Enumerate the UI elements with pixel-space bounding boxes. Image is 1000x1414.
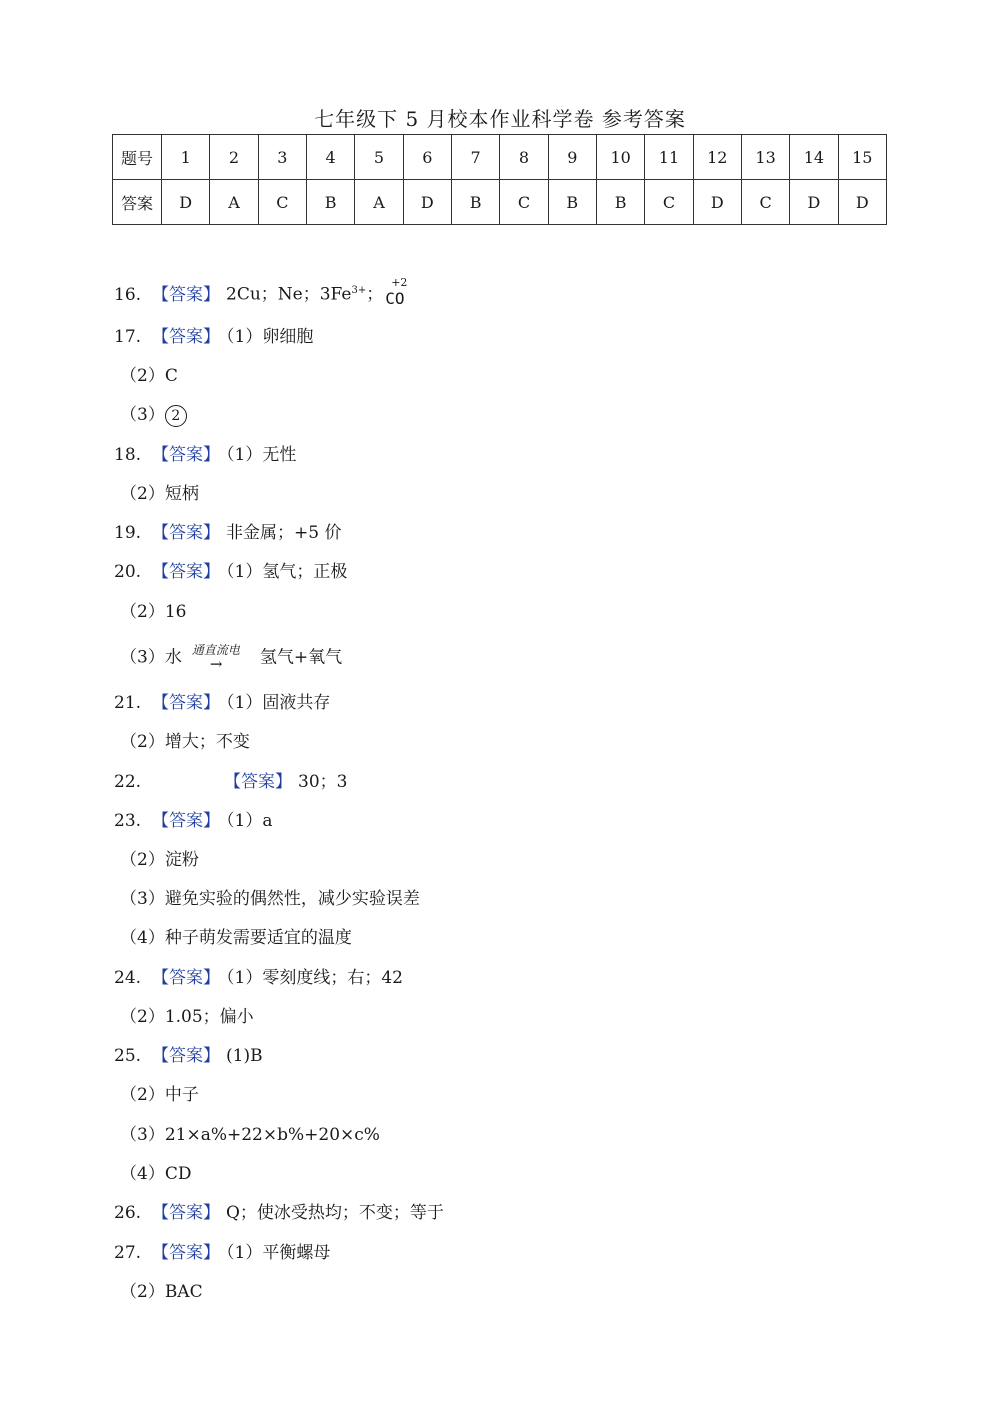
table-cell: D — [162, 180, 210, 225]
question-number: 26. — [114, 1203, 142, 1223]
table-cell: 5 — [355, 135, 403, 180]
table-cell: 8 — [500, 135, 548, 180]
answer-16 — [114, 276, 417, 309]
table-cell: B — [451, 180, 499, 225]
answer-23 — [114, 809, 272, 833]
arrow-icon: → — [209, 655, 223, 673]
table-cell: 4 — [306, 135, 354, 180]
reaction-arrow — [188, 644, 254, 672]
answer-part: 非金属；+5 价 — [226, 523, 342, 543]
answer-tag: 【答案】 — [152, 693, 220, 713]
table-cell: 6 — [403, 135, 451, 180]
answer-19 — [114, 521, 341, 545]
table-cell: C — [258, 180, 306, 225]
answer-table — [112, 134, 887, 225]
answer-17 — [114, 325, 313, 349]
answer-part: （1）卵细胞 — [226, 327, 314, 347]
answer-tag: 【答案】 — [152, 968, 220, 988]
table-cell: 1 — [162, 135, 210, 180]
table-cell: 12 — [693, 135, 741, 180]
answer-part: （4）种子萌发需要适宜的温度 — [120, 928, 352, 948]
question-number: 22. — [114, 772, 142, 792]
table-cell: 10 — [596, 135, 644, 180]
question-number: 25. — [114, 1046, 142, 1066]
answer-tag: 【答案】 — [152, 562, 220, 582]
question-number: 17. — [114, 327, 142, 347]
answer-tag: 【答案】 — [152, 811, 220, 831]
table-cell: A — [355, 180, 403, 225]
table-cell: C — [741, 180, 789, 225]
table-cell: B — [548, 180, 596, 225]
answer-tag: 【答案】 — [152, 523, 220, 543]
question-number: 18. — [114, 445, 142, 465]
answer-part: （1）无性 — [226, 445, 297, 465]
answer-part: （1）平衡螺母 — [226, 1243, 331, 1263]
answer-part: 30；3 — [298, 772, 348, 792]
answer-part: （4）CD — [120, 1164, 192, 1184]
answer-part: （2）C — [120, 366, 178, 386]
formula: CO — [385, 289, 405, 309]
table-row-numbers — [113, 135, 887, 180]
page-title: 七年级下 5 月校本作业科学卷 参考答案 — [314, 107, 686, 131]
answer-tag: 【答案】 — [152, 445, 220, 465]
answer-part: （2）中子 — [120, 1085, 199, 1105]
question-number: 23. — [114, 811, 142, 831]
answer-part: （2）BAC — [120, 1282, 203, 1302]
answer-24 — [114, 966, 403, 990]
answer-part: （2）16 — [120, 602, 187, 622]
table-cell: C — [645, 180, 693, 225]
question-number: 19. — [114, 523, 142, 543]
table-cell: D — [693, 180, 741, 225]
answer-part: （2）短柄 — [120, 484, 199, 504]
answer-part: （2）1.05；偏小 — [120, 1007, 254, 1027]
answer-20-part-3 — [120, 644, 342, 672]
separator: ； — [366, 284, 384, 305]
answer-26 — [114, 1201, 444, 1225]
table-cell: 2 — [210, 135, 258, 180]
answer-25 — [114, 1044, 263, 1068]
reaction-condition: 通直流电 — [191, 643, 240, 657]
answer-tag: 【答案】 — [152, 1243, 220, 1263]
answer-tag: 【答案】 — [152, 1046, 220, 1066]
table-cell: B — [306, 180, 354, 225]
answer-part: （1）氢气；正极 — [226, 562, 348, 582]
answer-17-part-3 — [120, 403, 187, 427]
table-cell: C — [500, 180, 548, 225]
question-number: 27. — [114, 1243, 142, 1263]
table-cell: 7 — [451, 135, 499, 180]
answer-part: Q；使冰受热均；不变；等于 — [226, 1203, 444, 1223]
table-row-answers — [113, 180, 887, 225]
answer-part: （1）a — [226, 811, 273, 831]
question-number: 24. — [114, 968, 142, 988]
answer-tag: 【答案】 — [152, 284, 220, 305]
answer-20 — [114, 560, 347, 584]
answer-part: (1)B — [226, 1046, 263, 1066]
answer-part: （1）零刻度线；右；42 — [226, 968, 403, 988]
answer-27 — [114, 1241, 330, 1265]
answer-tag: 【答案】 — [152, 1203, 220, 1223]
table-cell: B — [596, 180, 644, 225]
answer-part: （1）固液共存 — [226, 693, 331, 713]
answer-part: （3）21×a%+22×b%+20×c% — [120, 1125, 380, 1145]
answer-part: （2）增大；不变 — [120, 732, 250, 752]
answer-18 — [114, 443, 296, 467]
table-cell: D — [790, 180, 838, 225]
table-cell: D — [838, 180, 886, 225]
answer-part: 氢气+氧气 — [259, 647, 343, 668]
question-number: 20. — [114, 562, 142, 582]
answer-text: 2Cu；Ne；3Fe — [226, 284, 352, 305]
oxidation-state: +2 — [391, 276, 408, 290]
table-cell: 9 — [548, 135, 596, 180]
valence-formula — [383, 276, 417, 309]
answer-21 — [114, 691, 330, 715]
answer-part: （2）淀粉 — [120, 850, 199, 870]
table-cell: 11 — [645, 135, 693, 180]
table-cell: 14 — [790, 135, 838, 180]
table-cell: A — [210, 180, 258, 225]
answer-part: （3）避免实验的偶然性，减少实验误差 — [120, 889, 420, 909]
question-number: 16. — [114, 284, 142, 305]
row-label-answer: 答案 — [113, 180, 162, 225]
table-cell: 3 — [258, 135, 306, 180]
question-number: 21. — [114, 693, 142, 713]
table-cell: 13 — [741, 135, 789, 180]
answer-part: （3） — [120, 405, 165, 425]
row-label-number: 题号 — [113, 135, 162, 180]
answer-22 — [114, 770, 347, 794]
table-cell: D — [403, 180, 451, 225]
answer-part: （3）水 — [120, 647, 182, 668]
ion-charge: 3+ — [351, 285, 367, 296]
table-cell: 15 — [838, 135, 886, 180]
circled-number: 2 — [165, 405, 187, 427]
answer-tag: 【答案】 — [152, 327, 220, 347]
answer-tag: 【答案】 — [224, 772, 292, 792]
